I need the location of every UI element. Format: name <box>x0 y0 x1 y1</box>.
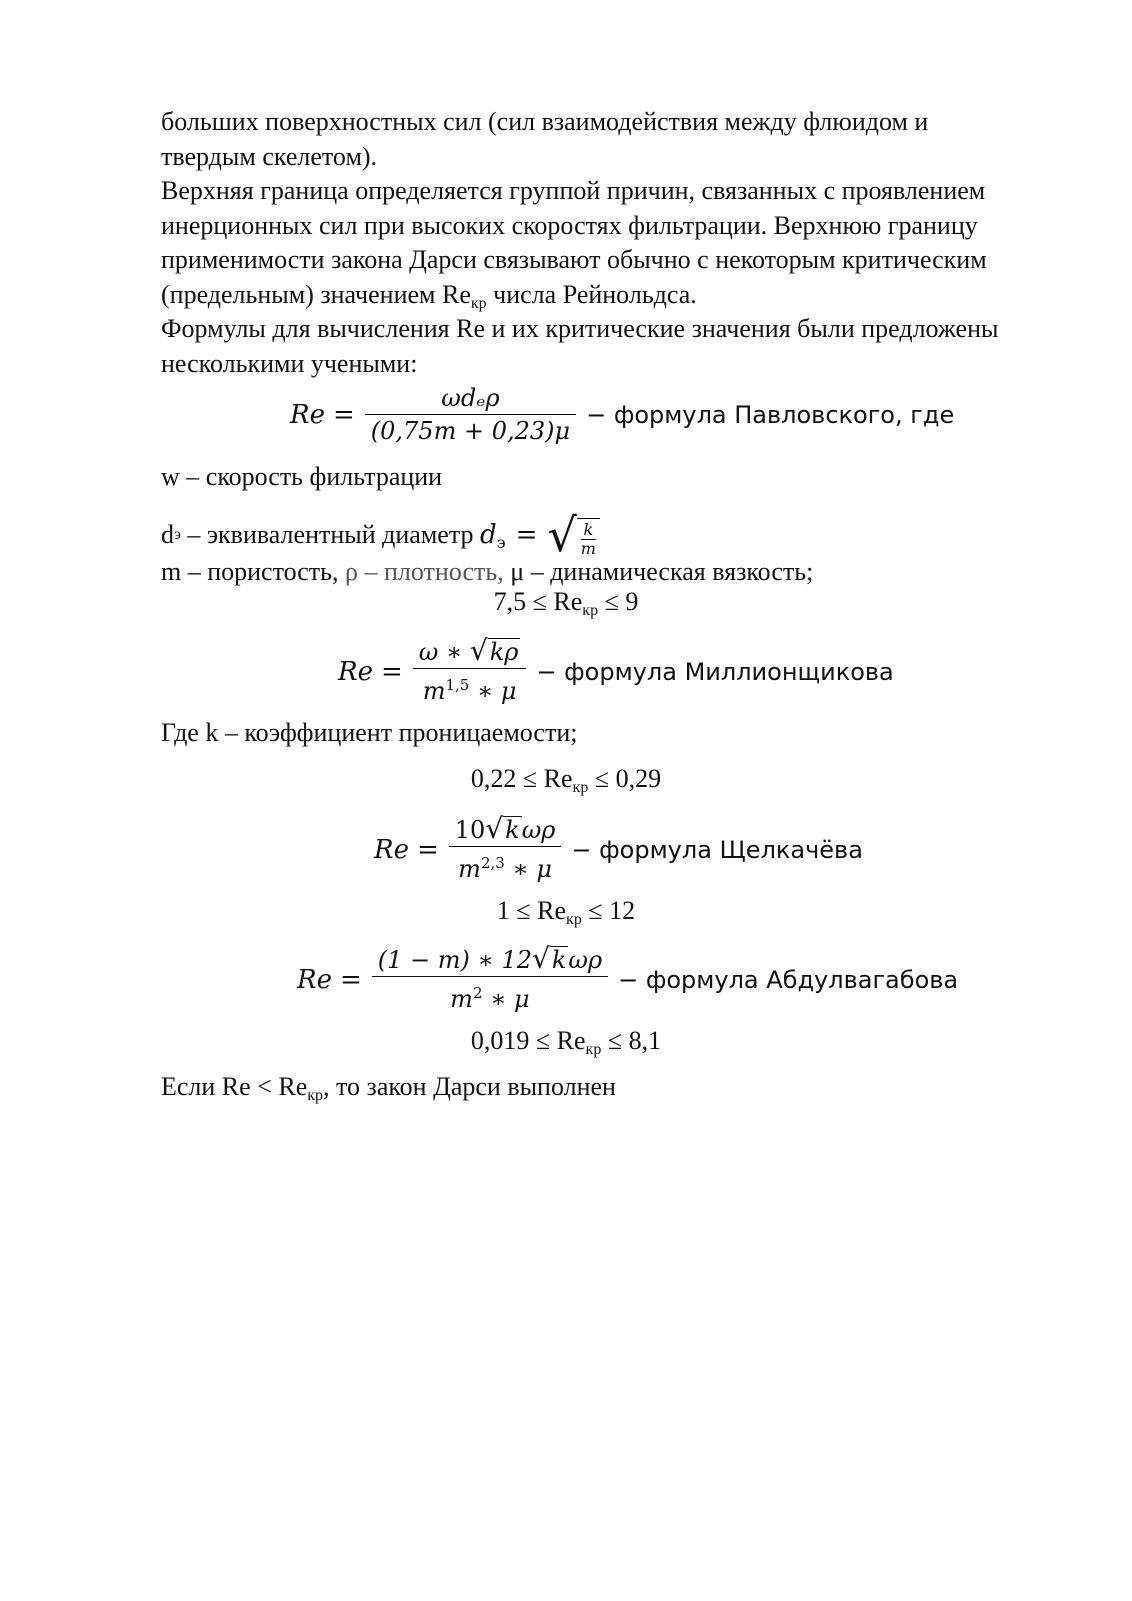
formula-abdulvagabov <box>297 944 958 1015</box>
equals-sign: = <box>332 399 355 430</box>
range-left: 7,5 ≤ Re <box>493 587 583 616</box>
denominator-base: m <box>422 677 446 705</box>
fraction <box>372 944 608 1015</box>
subscript-kr: кр <box>585 1041 602 1058</box>
fraction <box>365 382 576 447</box>
radical-sign: √ <box>532 942 550 975</box>
definition-w: w – скорость фильтрации <box>161 462 443 491</box>
exponent: 2 <box>472 984 483 1002</box>
denominator-part: ∗ μ <box>469 677 517 705</box>
text-fragment: числа Рейнольдса. <box>486 280 697 309</box>
formula-lhs: Re <box>290 399 325 430</box>
fraction <box>413 636 527 707</box>
numerator <box>372 944 608 976</box>
equals-sign: = <box>380 656 403 687</box>
range-right: ≤ 9 <box>598 587 639 616</box>
paragraph-line <box>161 280 697 310</box>
formula-lhs: Re <box>374 834 409 865</box>
numerator-part: ωρ <box>568 946 603 974</box>
numerator <box>413 636 527 668</box>
text-fragment: ρ – плотность, <box>345 557 511 586</box>
text-fragment: d <box>161 520 174 549</box>
range-shchelkachev <box>0 896 1132 926</box>
text-fragment: , то закон Дарси выполнен <box>323 1072 616 1101</box>
numerator-part: ω ∗ <box>418 638 470 666</box>
symbol-d: d <box>480 520 497 550</box>
radicand: k <box>505 816 520 844</box>
range-left: 1 ≤ Re <box>496 896 567 925</box>
text-fragment: Если Re < Re <box>161 1072 308 1101</box>
sqrt-expression <box>547 508 599 562</box>
range-pavlovsky <box>0 587 1132 617</box>
radicand: k <box>551 946 567 974</box>
subscript-kr: кр <box>566 911 582 928</box>
denominator-part: ∗ μ <box>504 855 552 883</box>
paragraph-line: применимости закона Дарси связывают обычно с некоторым критическим <box>161 245 987 274</box>
sqrt-expression <box>532 942 568 975</box>
formula-lhs: Re <box>297 964 332 995</box>
range-left: 0,22 ≤ Re <box>470 764 573 793</box>
denominator <box>444 977 535 1015</box>
range-abdulvagabov <box>0 1026 1132 1056</box>
range-left: 0,019 ≤ Re <box>470 1026 586 1055</box>
paragraph-line: инерционных сил при высоких скоростях фильтрации. Верхнюю границу <box>161 211 978 240</box>
numerator-part: 10 <box>454 816 486 844</box>
formula-millionshchikov <box>338 636 894 707</box>
radical-sign: √ <box>469 634 488 667</box>
text-fragment: (предельным) значением Re <box>161 280 471 309</box>
sqrt-expression <box>485 812 521 845</box>
numerator <box>449 814 562 846</box>
denominator-base: m <box>458 855 481 883</box>
definition-d: d э – эквивалентный диаметр $d_э$ = √ $\frac{k}{m}$ <box>161 512 600 558</box>
denominator-part: ∗ μ <box>482 985 530 1013</box>
numerator-part: ωρ <box>521 816 556 844</box>
numerator-part: (1 − m) ∗ 12 <box>377 946 532 974</box>
denominator <box>417 669 523 707</box>
formula-pavlovsky <box>290 382 954 447</box>
text-fragment: m – пористость, <box>161 557 346 586</box>
subscript-kr: кр <box>572 779 589 796</box>
numerator: ωdₑρ <box>441 384 500 412</box>
definition-k: Где k – коэффициент проницаемости; <box>161 718 578 747</box>
equals-sign: = <box>339 964 362 995</box>
range-right: ≤ 0,29 <box>588 764 662 793</box>
denominator <box>452 847 558 885</box>
numerator: k <box>583 520 594 539</box>
formula-lhs <box>480 520 506 550</box>
fraction <box>577 518 600 558</box>
paragraph-line: твердым скелетом). <box>161 142 378 171</box>
formula-shchelkachev <box>374 814 863 885</box>
text-fragment: – эквивалентный диаметр <box>180 520 481 549</box>
range-right: ≤ 12 <box>581 896 636 925</box>
paragraph-line: Верхняя граница определяется группой причин, связанных с проявлением <box>161 176 986 205</box>
definition-m <box>161 557 813 587</box>
formula-description: − формула Щелкачёва <box>571 835 863 864</box>
conclusion <box>161 1072 616 1102</box>
formula-lhs: Re <box>338 656 373 687</box>
text-fragment: μ – динамическая вязкость; <box>510 557 814 586</box>
radicand: kρ <box>489 638 519 666</box>
equals-sign: = <box>416 834 439 865</box>
denominator-base: m <box>450 985 473 1013</box>
formula-description: − формула Абдулвагабова <box>618 965 959 994</box>
paragraph-line: несколькими учеными: <box>161 349 418 378</box>
denominator: m <box>580 539 596 558</box>
fraction <box>449 814 562 885</box>
denominator: (0,75m + 0,23)μ <box>370 417 571 445</box>
paragraph-line: больших поверхностных сил (сил взаимодействия между флюидом и <box>161 107 929 136</box>
range-millionshchikov <box>0 764 1132 794</box>
subscript-kr: кр <box>470 295 487 312</box>
exponent: 2,3 <box>480 854 505 872</box>
radical-sign: √ <box>485 812 504 845</box>
exponent: 1,5 <box>445 676 470 694</box>
formula-description: − формула Павловского, где <box>586 400 955 429</box>
equals-sign: = <box>515 520 538 550</box>
formula-description: − формула Миллионщикова <box>536 657 894 686</box>
subscript-kr: кр <box>582 602 599 619</box>
radical-sign: √ <box>547 508 577 562</box>
subscript-kr: кр <box>307 1087 324 1104</box>
range-right: ≤ 8,1 <box>601 1026 662 1055</box>
sqrt-expression <box>469 634 521 667</box>
subscript-e: э <box>496 533 506 552</box>
paragraph-line: Формулы для вычисления Re и их критические значения были предложены <box>161 314 999 343</box>
